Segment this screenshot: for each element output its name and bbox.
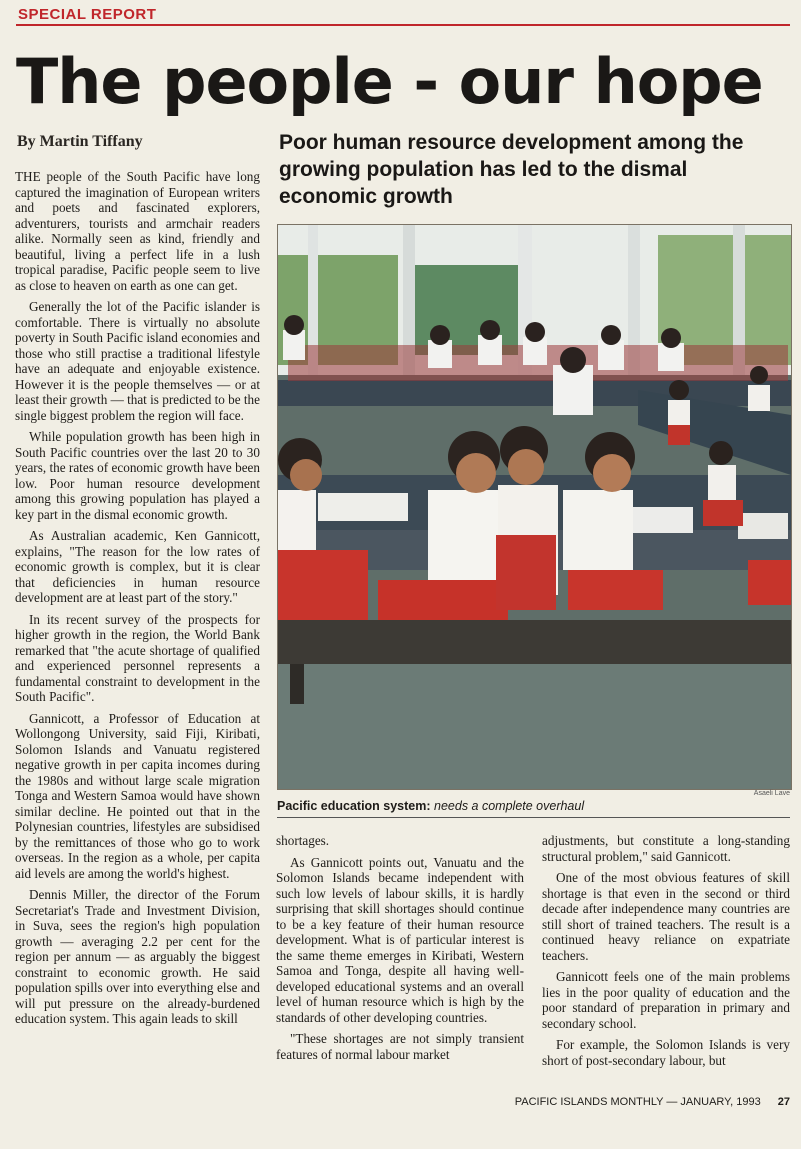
headline: The people - our hope bbox=[16, 45, 763, 118]
paragraph: While population growth has been high in South Pacific countries over the last 20 to 30 years, the rates of economic growth have been low. Poor human resource development among this growing population has played a key part in the dismal economic growth. bbox=[15, 429, 260, 522]
paragraph: adjustments, but constitute a long-standing structural problem," said Gannicott. bbox=[542, 833, 790, 864]
photo-caption bbox=[277, 799, 790, 813]
byline: By Martin Tiffany bbox=[17, 133, 143, 150]
top-rule bbox=[16, 24, 790, 26]
paragraph: Dennis Miller, the director of the Forum Secretariat's Trade and Investment Division, in Suva, sees the region's high population growth — averaging 2.2 per cent for the region per annum — as arguably the biggest constraint to economic growth. He said population spills over into everything else and will put pressure on the already-burdened education system. This again leads to skill bbox=[15, 887, 260, 1026]
section-label: SPECIAL REPORT bbox=[18, 6, 157, 23]
page-footer bbox=[470, 1096, 790, 1108]
paragraph: shortages. bbox=[276, 833, 330, 848]
page-number: 27 bbox=[777, 1096, 790, 1108]
paragraph: THE people of the South Pacific have long captured the imagination of European writers and poets and fascinated explorers, adventurers, tourists and armchair readers alike. Normally seen as kind, friendly and beautiful, living a perfect life in a lush tropical paradise, Pacific people seem to live as close to heaven on earth as one can get. bbox=[15, 169, 260, 293]
paragraph: Gannicott, a Professor of Education at Wollongong University, said Fiji, Kiribati, Solomon Islands and Vanuatu registered negative growth in per capita incomes during the 1980s and without large scale migration Tonga and Western Samoa would have shown similar decline. He pointed out that in the Polynesian countries, lifestyles are subsidised by the remittances of those who go to work overseas. In the region as a whole, per capita aid levels are among the world's highest. bbox=[15, 710, 260, 881]
paragraph: "These shortages are not simply transient features of normal labour market bbox=[276, 1031, 524, 1062]
paragraph: For example, the Solomon Islands is very short of post-secondary labour, but bbox=[542, 1037, 790, 1068]
caption-label: Pacific education system: bbox=[277, 799, 431, 813]
classroom-photo bbox=[277, 224, 792, 790]
paragraph: One of the most obvious features of skill shortage is that even in the second or third decade after independence many countries are still short of trained teachers. The result is a continued heavy reliance on expatriate teachers. bbox=[542, 870, 790, 963]
deck-subheadline: Poor human resource development among the growing population has led to the dismal economic growth bbox=[279, 131, 744, 208]
article-column-1 bbox=[15, 169, 260, 1033]
publication-info: PACIFIC ISLANDS MONTHLY — JANUARY, 1993 bbox=[514, 1096, 761, 1108]
caption-text: needs a complete overhaul bbox=[434, 799, 585, 813]
article-column-3 bbox=[542, 833, 790, 1074]
article-column-2 bbox=[276, 833, 524, 1068]
paragraph: In its recent survey of the prospects for higher growth in the region, the World Bank remarked that "the acute shortage of qualified and experienced personnel represents a fundamental constraint to development in the South Pacific". bbox=[15, 611, 260, 704]
paragraph: As Gannicott points out, Vanuatu and the Solomon Islands became independent with such low levels of labour skills, it is hardly surprising that skill shortages should continue to be a key feature of their human resource development. What is of particular interest is the same theme emerges in Kiribati, Western Samoa and Tonga, despite all having well-developed educational systems and an overall level of human resource which is high by the standards of other developing countries. bbox=[276, 854, 524, 1025]
photo-credit: Asaeli Lave bbox=[753, 790, 790, 797]
paragraph: Gannicott feels one of the main problems lies in the poor quality of education and the poor standard of preparation in primary and secondary school. bbox=[542, 969, 790, 1031]
paragraph: As Australian academic, Ken Gannicott, explains, "The reason for the low rates of economic growth is complex, but it is clear that deficiencies in human resource development are at least part of the story." bbox=[15, 528, 260, 605]
classroom-photo-illustration bbox=[278, 225, 791, 789]
paragraph: Generally the lot of the Pacific islander is comfortable. There is virtually no absolute poverty in South Pacific island economies and those who still practise a traditional lifestyle have an adequate and enjoyable existence. However it is the people themselves — or at least their growth — that is predicted to be the single biggest problem the region will face. bbox=[15, 299, 260, 423]
caption-rule bbox=[277, 817, 790, 818]
